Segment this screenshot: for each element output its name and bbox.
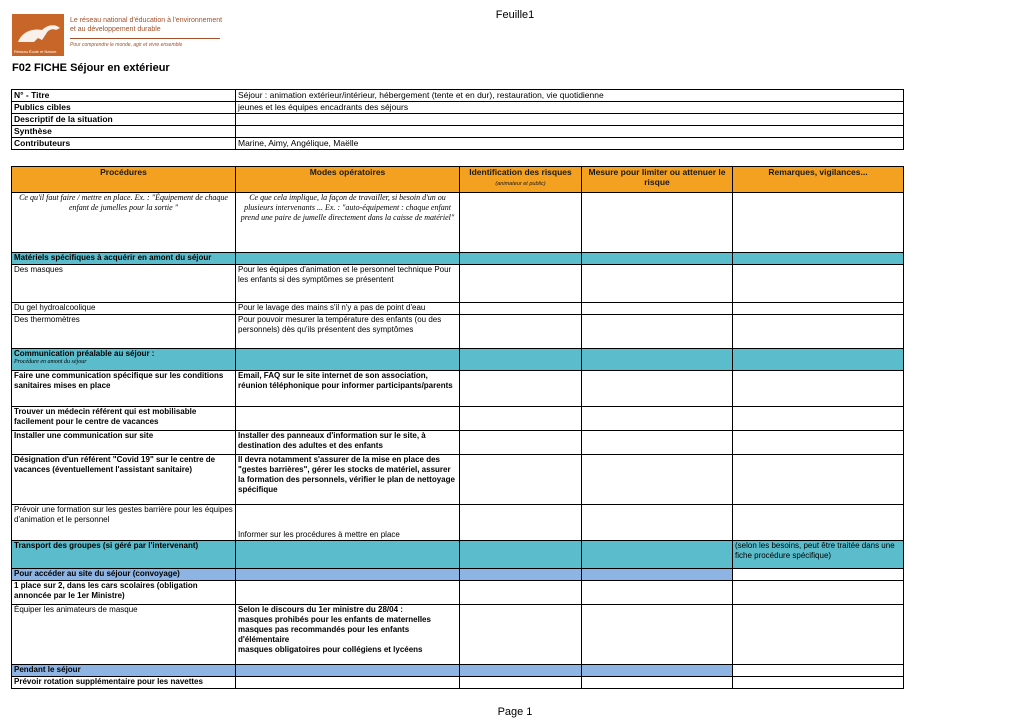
table-row [12,315,904,349]
table-row [12,455,904,505]
section-label: Transport des groupes (si géré par l'intervenant) [12,541,236,569]
table-cell[interactable] [733,349,904,371]
mode-cell[interactable]: Il devra notamment s'assurer de la mise en place des "gestes barrières", gérer les stocks de matériel, assurer la formation des personnels, vérifier le plan de nettoyage spécifique [236,455,460,505]
table-cell[interactable] [582,253,733,265]
table-row [12,303,904,315]
sheet-title: Feuille1 [495,9,535,21]
info-table [11,89,904,150]
table-cell[interactable] [582,265,733,303]
remark-cell[interactable]: (selon les besoins, peut être traitée dans une fiche procédure spécifique) [733,541,904,569]
table-cell[interactable] [733,371,904,407]
header-mesure: Mesure pour limiter ou attenuer le risque [582,167,733,193]
section-row-communication [12,349,904,371]
procedures-table [11,166,904,689]
section-title: Communication préalable au séjour : [14,349,155,358]
example-row [12,193,904,253]
info-row [12,102,904,114]
info-value[interactable]: jeunes et les équipes encadrants des séjours [236,102,904,114]
mode-cell[interactable]: Email, FAQ sur le site internet de son association, réunion téléphonique pour informer participants/parents [236,371,460,407]
table-cell[interactable] [733,665,904,677]
table-cell[interactable] [733,455,904,505]
procedure-cell[interactable]: Des masques [12,265,236,303]
table-cell[interactable] [582,303,733,315]
section-row-materiels [12,253,904,265]
example-procedures: Ce qu'il faut faire / mettre en place. Ex. : "Équipement de chaque enfant de jumelles pour la sortie " [12,193,236,253]
header-risques [460,167,582,193]
table-row [12,581,904,605]
document-title: F02 FICHE Séjour en extérieur [12,62,170,74]
logo-caption: Réseau École et Nature [14,49,57,54]
table-cell[interactable] [236,349,460,371]
table-row [12,677,904,689]
table-cell[interactable] [460,349,582,371]
table-cell[interactable] [582,541,733,569]
section-row-transport [12,541,904,569]
section-row-pendant [12,665,904,677]
table-cell[interactable] [582,665,733,677]
table-cell[interactable] [460,431,582,455]
table-cell[interactable] [733,605,904,665]
mode-cell[interactable] [236,407,460,431]
table-cell[interactable] [582,371,733,407]
mode-cell[interactable] [236,581,460,605]
logo-tagline: Pour comprendre le monde, agir et vivre ensemble [70,42,183,48]
procedure-cell[interactable]: Trouver un médecin référent qui est mobilisable facilement pour le centre de vacances [12,407,236,431]
section-row-convoyage [12,569,904,581]
table-cell[interactable] [733,431,904,455]
table-cell[interactable] [460,665,582,677]
mode-cell[interactable] [236,605,460,665]
table-row [12,265,904,303]
page-number: Page 1 [497,706,533,718]
table-cell[interactable] [236,541,460,569]
section-label [12,349,236,371]
table-cell[interactable] [582,431,733,455]
table-header-row [12,167,904,193]
info-label: Descriptif de la situation [12,114,236,126]
table-cell[interactable] [236,665,460,677]
table-cell[interactable] [460,455,582,505]
info-value[interactable] [236,114,904,126]
table-cell[interactable] [733,315,904,349]
info-value[interactable]: Séjour : animation extérieur/intérieur, hébergement (tente et en dur), restauration, vie quotidienne [236,90,904,102]
table-cell[interactable] [236,253,460,265]
table-row [12,371,904,407]
table-cell[interactable] [733,303,904,315]
mode-cell[interactable]: Pour les équipes d'animation et le personnel technique Pour les enfants si des symptômes se présentent [236,265,460,303]
procedure-cell[interactable]: 1 place sur 2, dans les cars scolaires (obligation annoncée par le 1er Ministre) [12,581,236,605]
section-note: Procédure en amont du séjour [14,359,87,365]
table-cell[interactable] [460,371,582,407]
mode-line: masques obligatoires pour collégiens et lycéens [238,645,423,654]
table-cell[interactable] [460,265,582,303]
header-risques-sub: (animateur et public) [495,181,546,187]
table-cell[interactable] [733,407,904,431]
table-cell[interactable] [582,569,733,581]
info-value[interactable]: Marine, Aimy, Angélique, Maëlle [236,138,904,150]
table-cell[interactable] [236,569,460,581]
info-row [12,138,904,150]
organization-logo [12,14,224,58]
table-cell[interactable] [582,581,733,605]
table-cell[interactable] [460,253,582,265]
procedure-cell[interactable]: Prévoir une formation sur les gestes barrière pour les équipes d'animation et le personnel [12,505,236,541]
procedure-cell[interactable]: Des thermomètres [12,315,236,349]
table-cell[interactable] [733,265,904,303]
table-cell[interactable] [582,407,733,431]
table-cell[interactable] [733,505,904,541]
table-cell[interactable] [733,569,904,581]
table-cell[interactable] [460,193,582,253]
mode-cell[interactable]: Pour pouvoir mesurer la température des enfants (ou des personnels) dès qu'ils présentent des symptômes [236,315,460,349]
table-cell[interactable] [460,315,582,349]
info-label: N° - Titre [12,90,236,102]
table-row [12,431,904,455]
header-procedures: Procédures [12,167,236,193]
logo-line-1: Le réseau national d'éducation à l'environnement [70,17,223,24]
section-label: Matériels spécifiques à acquérir en amont du séjour [12,253,236,265]
table-cell[interactable] [582,605,733,665]
info-value[interactable] [236,126,904,138]
info-row [12,90,904,102]
mode-cell[interactable]: Installer des panneaux d'information sur le site, à destination des adultes et des enfants [236,431,460,455]
header-remarques: Remarques, vigilances... [733,167,904,193]
table-row [12,407,904,431]
header-risques-label: Identification des risques [469,167,572,177]
table-cell[interactable] [460,407,582,431]
table-cell[interactable] [733,253,904,265]
mode-line: Selon le discours du 1er ministre du 28/04 : [238,605,403,614]
table-cell[interactable] [733,581,904,605]
animal-silhouette-icon [12,14,64,50]
table-cell[interactable] [460,581,582,605]
example-modes: Ce que cela implique, la façon de travailler, si besoin d'un ou plusieurs intervenants ... Ex. : "auto-équipement : chaque enfant prend une paire de jumelle directement dans la caisse de matériel" [236,193,460,253]
table-cell[interactable] [582,349,733,371]
table-cell[interactable] [582,193,733,253]
info-label: Publics cibles [12,102,236,114]
info-label: Contributeurs [12,138,236,150]
table-cell[interactable] [460,605,582,665]
table-cell[interactable] [582,505,733,541]
logo-image [12,14,64,56]
info-row [12,126,904,138]
table-cell[interactable] [460,303,582,315]
logo-divider [70,38,220,39]
section-label: Pour accéder au site du séjour (convoyage) [12,569,236,581]
procedure-cell[interactable]: Désignation d'un référent "Covid 19" sur le centre de vacances (éventuellement l'assistant sanitaire) [12,455,236,505]
table-cell[interactable] [460,569,582,581]
mode-cell[interactable] [236,677,460,689]
table-row [12,605,904,665]
mode-cell[interactable]: Pour le lavage des mains s'il n'y a pas de point d'eau [236,303,460,315]
header-modes: Modes opératoires [236,167,460,193]
mode-line: masques prohibés pour les enfants de maternelles [238,615,431,624]
info-row [12,114,904,126]
procedure-cell[interactable]: Prévoir rotation supplémentaire pour les navettes [12,677,236,689]
table-cell[interactable] [733,677,904,689]
logo-text [70,16,230,34]
table-row [12,505,904,541]
mode-line: masques pas recommandés pour les enfants d'élémentaire [238,625,410,644]
table-cell[interactable] [460,541,582,569]
procedure-cell[interactable]: Faire une communication spécifique sur les conditions sanitaires mises en place [12,371,236,407]
section-label: Pendant le séjour [12,665,236,677]
procedure-cell[interactable]: Installer une communication sur site [12,431,236,455]
table-cell[interactable] [582,315,733,349]
procedure-cell[interactable]: Équiper les animateurs de masque [12,605,236,665]
info-label: Synthèse [12,126,236,138]
mode-cell[interactable]: Informer sur les procédures à mettre en place [236,505,460,541]
procedure-cell[interactable]: Du gel hydroalcoolique [12,303,236,315]
table-cell[interactable] [460,505,582,541]
table-cell[interactable] [582,455,733,505]
logo-line-2: et au développement durable [70,26,161,33]
table-cell[interactable] [582,677,733,689]
table-cell[interactable] [733,193,904,253]
table-cell[interactable] [460,677,582,689]
